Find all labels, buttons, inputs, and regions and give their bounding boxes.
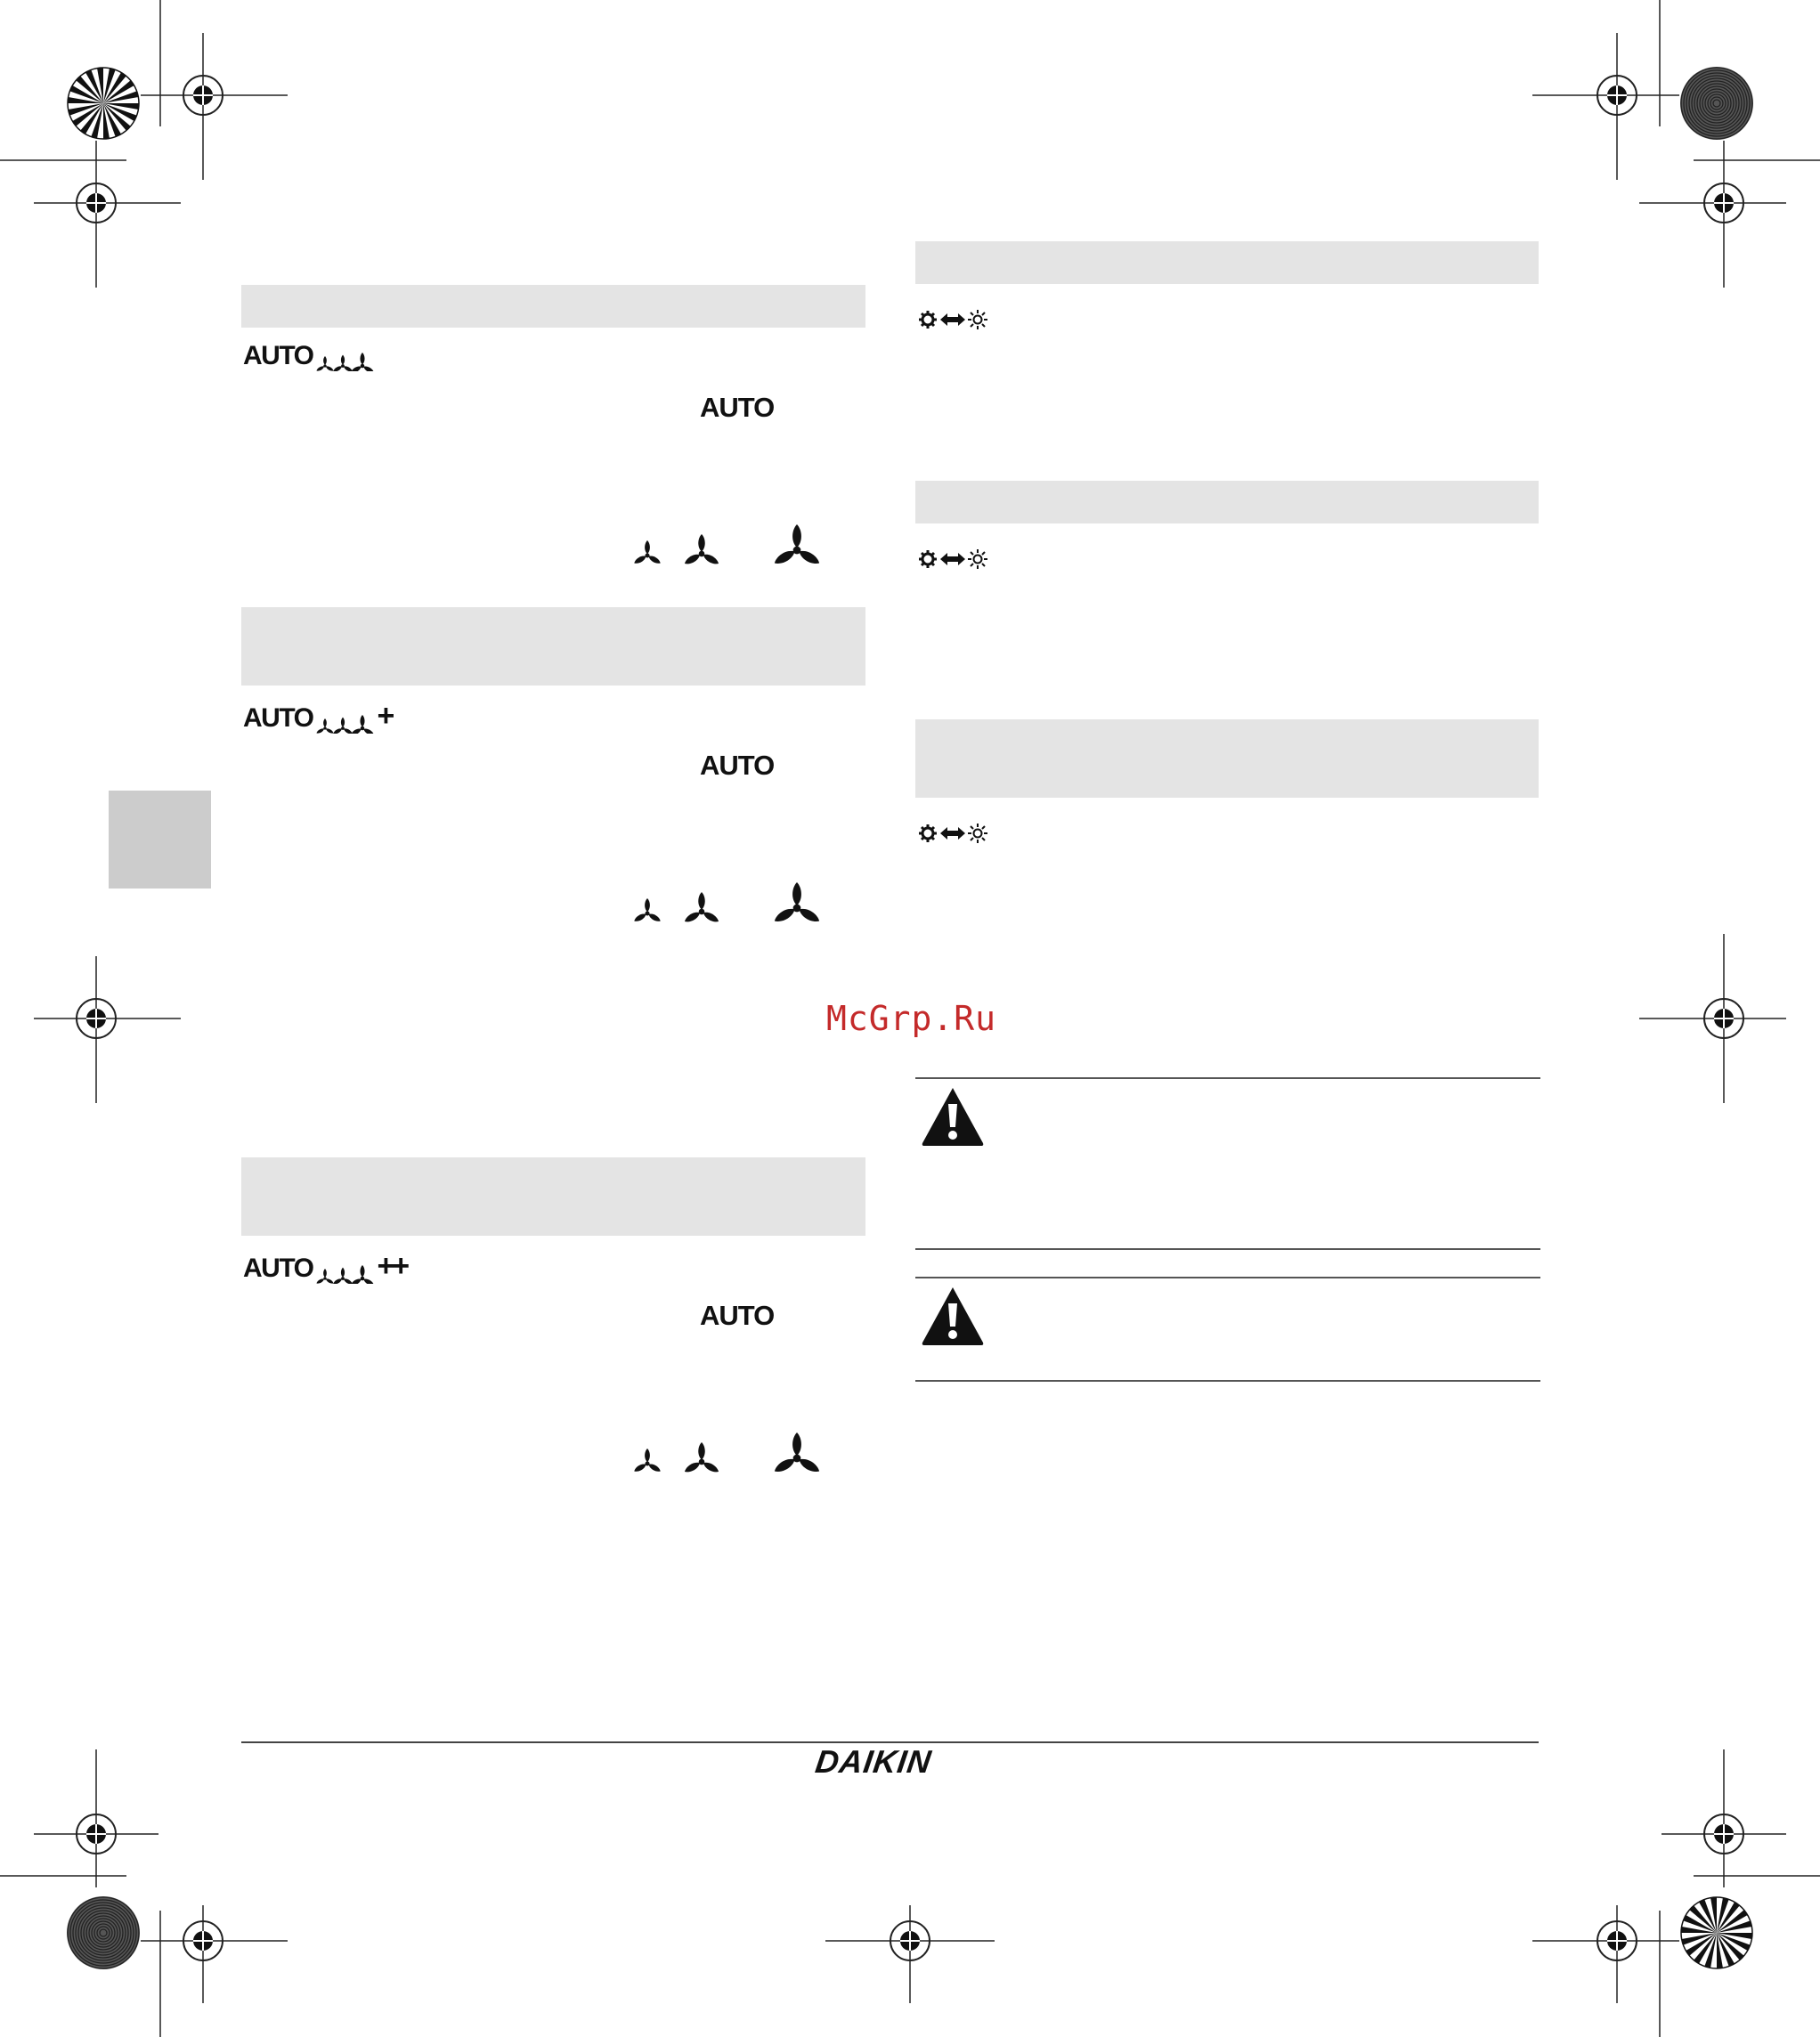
fan-icon — [316, 1257, 375, 1284]
registration-target-icon — [141, 33, 288, 180]
mode-suffix: + — [377, 699, 394, 733]
mode-text: AUTO — [243, 703, 313, 733]
section-header-band — [241, 285, 865, 328]
fan-speed-icons — [629, 1430, 825, 1474]
fan-icon — [683, 534, 720, 566]
fan-icon — [683, 1442, 720, 1474]
warning-triangle-icon — [921, 1284, 985, 1348]
registration-mark-icon — [68, 68, 139, 139]
fan-mode-line — [243, 699, 394, 734]
section-header-band — [915, 481, 1539, 523]
registration-mark-icon — [1681, 1897, 1752, 1968]
auto-label: AUTO — [700, 1300, 775, 1331]
starburst-wedge — [1689, 1905, 1717, 1933]
registration-target-icon — [34, 141, 181, 288]
registration-target-icon — [1532, 33, 1679, 180]
section-header-band — [915, 719, 1539, 798]
fan-icon — [633, 898, 662, 923]
warning-triangle-icon — [921, 1084, 985, 1148]
fan-mode-line — [243, 341, 375, 371]
registration-mark-icon — [67, 1896, 140, 1969]
sun-swap-icon — [917, 547, 990, 572]
divider — [915, 1077, 1540, 1079]
registration-target-icon — [1639, 934, 1786, 1103]
registration-target-icon — [1532, 1905, 1679, 2003]
fan-icon — [772, 882, 821, 924]
fan-icon — [772, 524, 821, 566]
divider — [915, 1248, 1540, 1250]
fan-speed-icons — [629, 880, 825, 924]
registration-target-icon — [141, 1905, 288, 2003]
divider — [915, 1380, 1540, 1382]
section-header-band — [915, 241, 1539, 284]
auto-label: AUTO — [700, 750, 775, 781]
fan-mode-line — [243, 1249, 407, 1284]
registration-target-icon — [1639, 141, 1786, 288]
fan-icon — [633, 540, 662, 565]
registration-target-icon — [34, 956, 181, 1103]
fan-icon — [772, 1432, 821, 1474]
side-tab — [109, 791, 211, 889]
fan-icon — [316, 345, 375, 371]
sun-swap-icon — [917, 307, 990, 332]
section-header-band — [241, 607, 865, 686]
fan-icon — [683, 892, 720, 924]
section-header-band — [241, 1157, 865, 1236]
fan-icon — [633, 1449, 662, 1473]
sun-swap-icon — [917, 821, 990, 846]
starburst-wedge — [103, 103, 131, 131]
registration-target-icon — [1662, 1749, 1786, 1887]
fan-icon — [316, 707, 375, 734]
starburst-wedge — [1717, 1933, 1744, 1960]
mode-text: AUTO — [243, 341, 313, 370]
watermark: McGrp.Ru — [826, 999, 997, 1038]
registration-target-icon — [825, 1905, 995, 2003]
registration-mark-icon — [1680, 67, 1753, 140]
fan-speed-icons — [629, 522, 825, 566]
registration-target-icon — [34, 1749, 158, 1887]
starburst-wedge — [76, 76, 103, 103]
daikin-logo: DAIKIN — [813, 1743, 934, 1780]
divider — [915, 1277, 1540, 1278]
mode-text: AUTO — [243, 1254, 313, 1283]
mode-suffix: ++ — [377, 1249, 408, 1283]
auto-label: AUTO — [700, 392, 775, 423]
